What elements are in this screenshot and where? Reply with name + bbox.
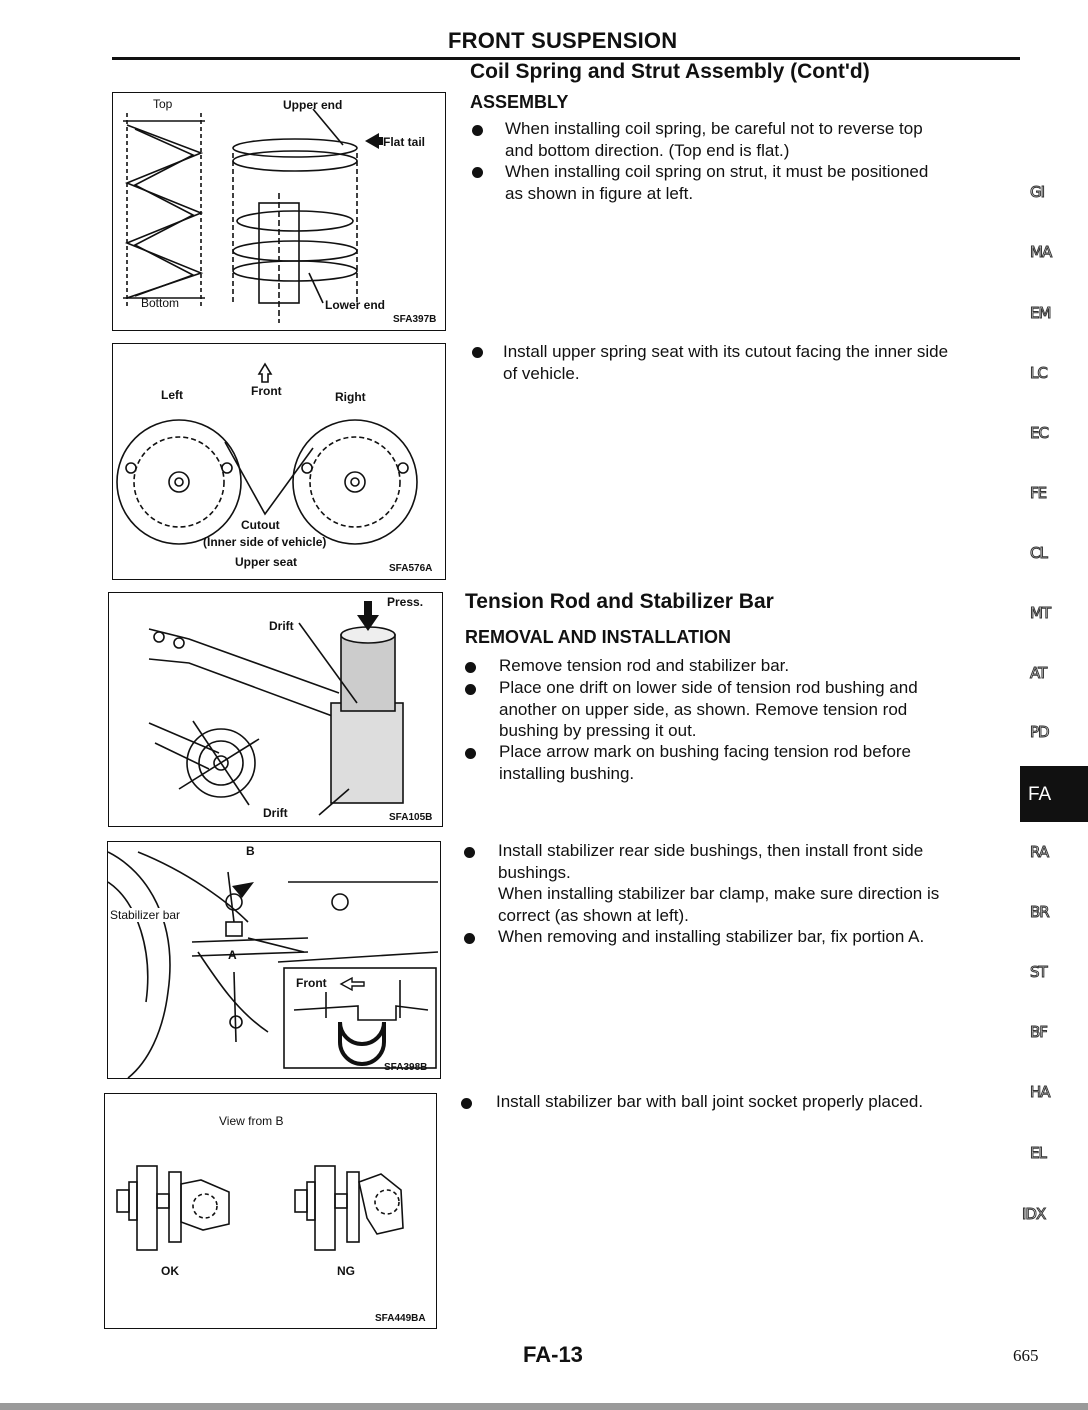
text-line: When installing coil spring, be careful not to reverse top bbox=[505, 119, 923, 138]
section-tab-idx[interactable]: IDX bbox=[1022, 1205, 1046, 1223]
paragraph-coil-position bbox=[505, 161, 928, 204]
text-line: installing bushing. bbox=[499, 763, 635, 783]
section-tab-at[interactable]: AT bbox=[1030, 664, 1047, 682]
text-line: of vehicle. bbox=[503, 363, 580, 383]
label-a: A bbox=[228, 948, 237, 962]
text-line: bushing by pressing it out. bbox=[499, 721, 697, 740]
text-line: as shown in figure at left. bbox=[505, 183, 694, 203]
section-tab-bf[interactable]: BF bbox=[1030, 1023, 1047, 1041]
figure-tension-rod-bushing bbox=[108, 592, 443, 827]
figure-stabilizer-bar bbox=[107, 841, 441, 1079]
label-right: Right bbox=[335, 390, 366, 404]
section-tab-ec[interactable]: EC bbox=[1030, 424, 1048, 442]
bullet-marker bbox=[472, 167, 483, 178]
section-tab-lc[interactable]: LC bbox=[1030, 364, 1047, 382]
section-tab-fa-label: FA bbox=[1028, 784, 1052, 805]
paragraph-fix-portion-a bbox=[498, 926, 924, 948]
figure-view-from-b bbox=[104, 1093, 437, 1329]
subsection-title-removal: REMOVAL AND INSTALLATION bbox=[465, 627, 731, 647]
section-tab-gi[interactable]: GI bbox=[1030, 183, 1045, 201]
label-flat-tail: Flat tail bbox=[383, 135, 426, 149]
section-tab-br[interactable]: BR bbox=[1030, 903, 1049, 921]
coil-spring-drawing bbox=[113, 93, 445, 330]
label-left: Left bbox=[161, 388, 183, 402]
subsection-title-assembly: ASSEMBLY bbox=[470, 92, 569, 112]
text-line: and bottom direction. (Top end is flat.) bbox=[505, 140, 790, 160]
label-ng: NG bbox=[337, 1264, 355, 1278]
text-line: When installing coil spring on strut, it must be positioned bbox=[505, 162, 929, 181]
page-header-title: FRONT SUSPENSION bbox=[448, 28, 678, 53]
paragraph-upper-seat bbox=[503, 341, 948, 384]
paragraph-arrow-mark bbox=[499, 741, 911, 784]
text-line: Remove tension rod and stabilizer bar. bbox=[499, 656, 790, 675]
section-title-tension-rod: Tension Rod and Stabilizer Bar bbox=[465, 590, 774, 613]
section-tab-el[interactable]: EL bbox=[1030, 1144, 1046, 1162]
ball-joint-drawing bbox=[105, 1094, 436, 1328]
label-upper-seat: Upper seat bbox=[235, 555, 298, 569]
label-press: Press. bbox=[387, 595, 424, 609]
label-front: Front bbox=[251, 384, 282, 398]
section-tab-em[interactable]: EM bbox=[1030, 304, 1051, 322]
section-tab-cl[interactable]: CL bbox=[1030, 544, 1047, 562]
section-tab-st[interactable]: ST bbox=[1030, 963, 1047, 981]
label-stabilizer-bar: Stabilizer bar bbox=[110, 908, 181, 922]
label-cutout: Cutout bbox=[241, 518, 280, 532]
label-drift-lower: Drift bbox=[263, 806, 288, 820]
bullet-marker bbox=[472, 125, 483, 136]
paragraph-coil-direction bbox=[505, 118, 923, 161]
label-drift-upper: Drift bbox=[269, 619, 294, 633]
paragraph-place-drift bbox=[499, 677, 918, 742]
figure-code: SFA105B bbox=[389, 812, 433, 823]
bullet-marker bbox=[465, 748, 476, 759]
text-line: Place arrow mark on bushing facing tension rod before bbox=[499, 742, 912, 761]
paragraph-remove-rod bbox=[499, 655, 789, 677]
section-tab-fe[interactable]: FE bbox=[1030, 484, 1047, 502]
label-lower-end: Lower end bbox=[325, 298, 386, 312]
bullet-marker bbox=[461, 1098, 472, 1109]
section-tab-mt[interactable]: MT bbox=[1030, 604, 1051, 622]
section-tab-ma[interactable]: MA bbox=[1030, 243, 1052, 261]
figure-coil-spring bbox=[112, 92, 446, 331]
figure-code: SFA449BA bbox=[375, 1313, 426, 1324]
text-line: When removing and installing stabilizer bar, fix portion A. bbox=[498, 927, 925, 946]
bullet-marker bbox=[464, 933, 475, 944]
bullet-marker bbox=[465, 684, 476, 695]
page-number: 665 bbox=[1013, 1346, 1039, 1365]
label-view-from-b: View from B bbox=[219, 1114, 284, 1128]
section-tab-ra[interactable]: RA bbox=[1030, 843, 1049, 861]
page-number-code: FA-13 bbox=[523, 1342, 583, 1367]
label-bottom: Bottom bbox=[141, 296, 180, 310]
label-front: Front bbox=[296, 976, 327, 990]
figure-code: SFA397B bbox=[393, 314, 437, 325]
text-line: correct (as shown at left). bbox=[498, 905, 689, 925]
paragraph-stabilizer-bushings bbox=[498, 840, 939, 926]
figure-upper-seat bbox=[112, 343, 446, 580]
label-upper-end: Upper end bbox=[283, 98, 343, 112]
label-ok: OK bbox=[161, 1264, 179, 1278]
section-tab-pd[interactable]: PD bbox=[1030, 723, 1049, 741]
bullet-marker bbox=[472, 347, 483, 358]
bullet-marker bbox=[464, 847, 475, 858]
text-line: Install stabilizer rear side bushings, then install front side bbox=[498, 841, 924, 860]
label-b: B bbox=[246, 844, 255, 858]
text-line: Install stabilizer bar with ball joint socket properly placed. bbox=[496, 1092, 924, 1111]
label-inner-side: (Inner side of vehicle) bbox=[203, 535, 327, 549]
figure-code: SFA576A bbox=[389, 563, 433, 574]
bottom-border-bar bbox=[0, 1403, 1088, 1410]
section-title-coil-spring: Coil Spring and Strut Assembly (Cont'd) bbox=[470, 60, 870, 83]
bullet-marker bbox=[465, 662, 476, 673]
paragraph-ball-joint bbox=[496, 1091, 923, 1113]
stabilizer-bar-drawing bbox=[108, 842, 440, 1078]
text-line: another on upper side, as shown. Remove tension rod bbox=[499, 699, 908, 719]
text-line: bushings. bbox=[498, 862, 571, 882]
section-tab-ha[interactable]: HA bbox=[1030, 1083, 1050, 1101]
text-line: Place one drift on lower side of tension rod bushing and bbox=[499, 678, 918, 697]
label-top: Top bbox=[153, 97, 173, 111]
text-line: When installing stabilizer bar clamp, make sure direction is bbox=[498, 884, 940, 903]
text-line: Install upper spring seat with its cutout facing the inner side bbox=[503, 342, 949, 361]
figure-code: SFA398B bbox=[384, 1062, 428, 1073]
